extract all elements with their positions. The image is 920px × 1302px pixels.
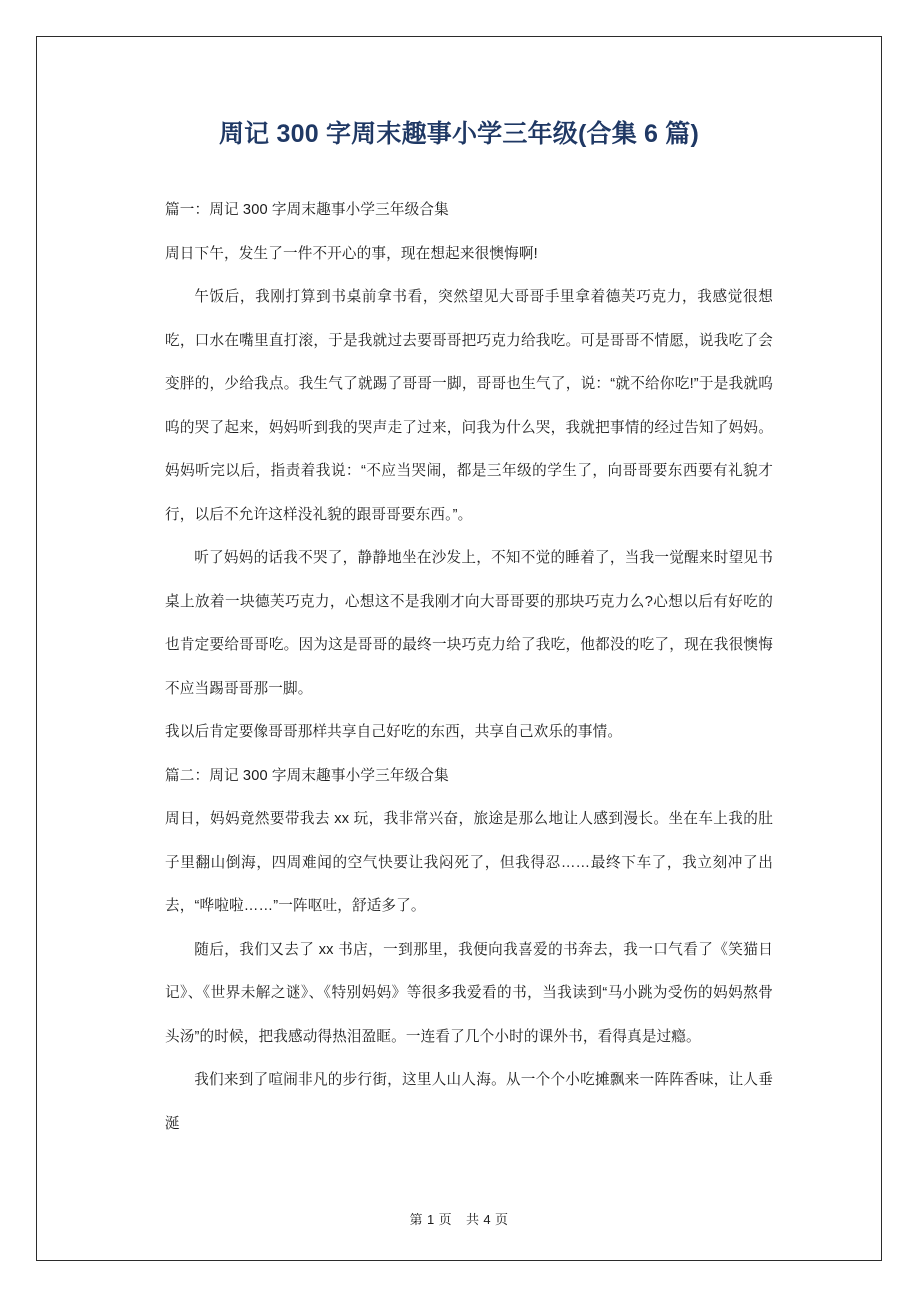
paragraph-body-7: 我们来到了喧闹非凡的步行街，这里人山人海。从一个个小吃摊飘来一阵阵香味，让人垂涎: [165, 1072, 773, 1132]
paragraph-body-5: 周日，妈妈竟然要带我去 xx 玩，我非常兴奋，旅途是那么地让人感到漫长。坐在车上我的肚子里翻山倒海，四周难闻的空气快要让我闷死了，但我得忍……最终下车了，我立刻冲了出去，“哗啦啦……”一阵呕吐，舒适多了。: [165, 811, 773, 914]
paragraph-section-heading-2: 篇二：周记 300 字周末趣事小学三年级合集: [165, 767, 449, 784]
paragraph-body-1: 周日下午，发生了一件不开心的事，现在想起来很懊悔啊!: [165, 245, 538, 262]
paragraph-body-6: 随后，我们又去了 xx 书店，一到那里，我便向我喜爱的书奔去，我一口气看了《笑猫日记》、《世界未解之谜》、《特别妈妈》等很多我爱看的书，当我读到“马小跳为受伤的妈妈熬骨头汤”的时候，把我感动得热泪盈眶。一连看了几个小时的课外书，看得真是过瘾。: [165, 941, 773, 1045]
paragraph-body-4: 我以后肯定要像哥哥那样共享自己好吃的东西，共享自己欢乐的事情。: [165, 724, 623, 740]
document-page: [36, 36, 882, 1261]
footer-current-page: 第 1 页: [409, 1212, 452, 1227]
paragraph-body-2: 午饭后，我刚打算到书桌前拿书看，突然望见大哥哥手里拿着德芙巧克力，我感觉很想吃，口水在嘴里直打滚，于是我就过去要哥哥把巧克力给我吃。可是哥哥不情愿，说我吃了会变胖的，少给我点。我生气了就踢了哥哥一脚，哥哥也生气了，说：“就不给你吃!”于是我就呜呜的哭了起来，妈妈听到我的哭声走了过来，问我为什么哭，我就把事情的经过告知了妈妈。妈妈听完以后，指责着我说：“不应当哭闹，都是三年级的学生了，向哥哥要东西要有礼貌才行，以后不允许这样没礼貌的跟哥哥要东西。”。: [165, 289, 773, 523]
page-content-area: [37, 37, 881, 1260]
paragraph-body-3: 听了妈妈的话我不哭了，静静地坐在沙发上，不知不觉的睡着了，当我一觉醒来时望见书桌上放着一块德芙巧克力，心想这不是我刚才向大哥哥要的那块巧克力么?心想以后有好吃的也肯定要给哥哥吃。因为这是哥哥的最终一块巧克力给了我吃，他都没的吃了，现在我很懊悔不应当踢哥哥那一脚。: [165, 550, 773, 697]
page-footer: [37, 1209, 881, 1228]
footer-total-pages: 共 4 页: [466, 1212, 509, 1227]
paragraph-section-heading-1: 篇一：周记 300 字周末趣事小学三年级合集: [165, 202, 449, 218]
page-title: 周记 300 字周末趣事小学三年级(合集 6 篇): [218, 120, 700, 148]
document-body: [165, 189, 773, 1146]
